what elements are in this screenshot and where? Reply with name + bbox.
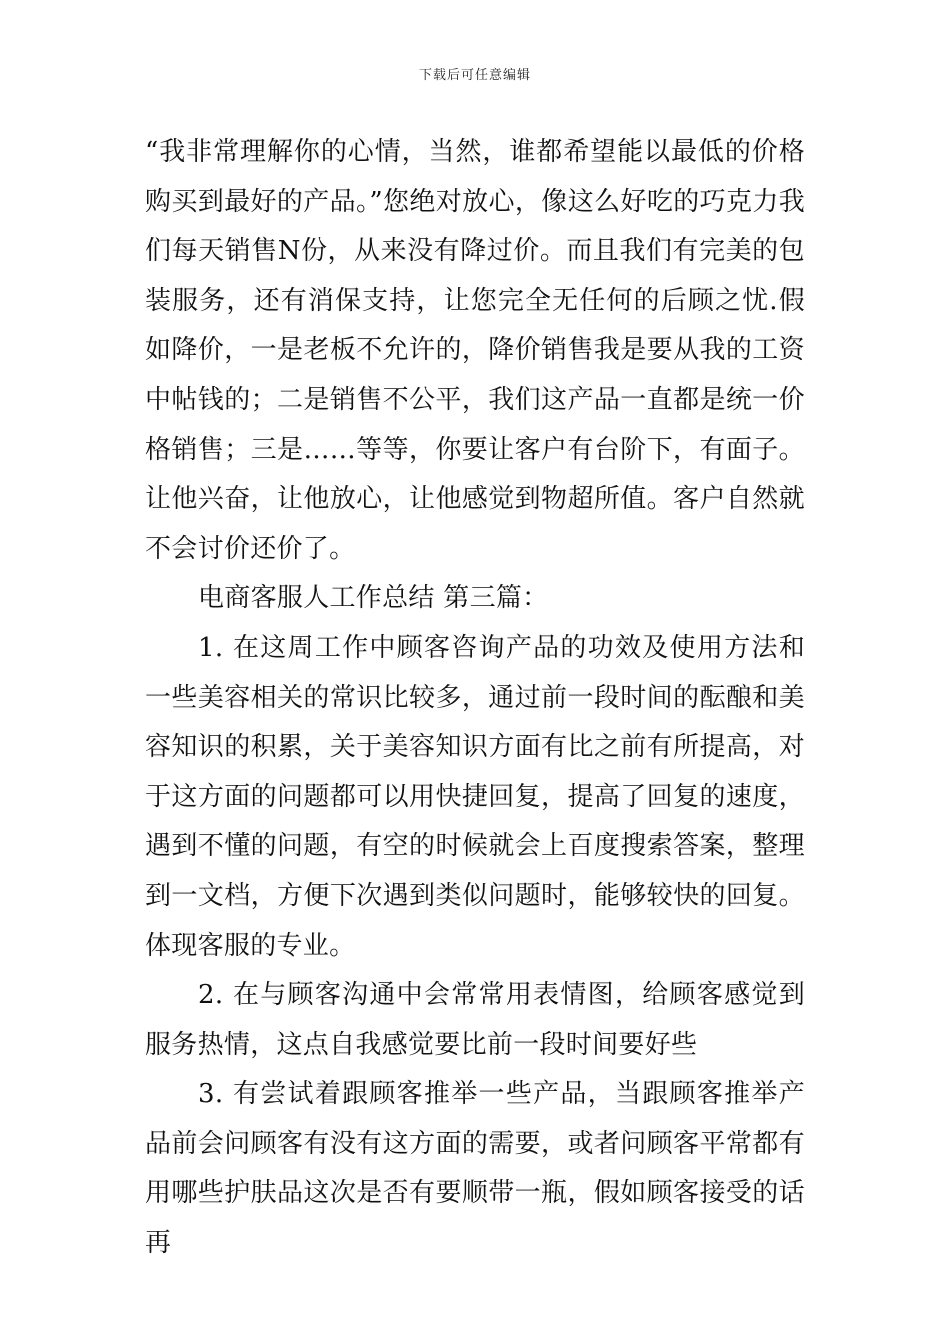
- page-header-note: 下载后可任意编辑: [418, 68, 531, 83]
- document-body: [145, 128, 805, 1269]
- paragraph-price-objection: “我非常理解你的心情，当然，谁都希望能以最低的价格购买到最好的产品。”您绝对放心，像这么好吃的巧克力我们每天销售N份，从来没有降过价。而且我们有完美的包装服务，还有消保支持，让您完全无任何的后顾之忧.假如降价，一是老板不允许的，降价销售我是要从我的工资中帖钱的；二是销售不公平，我们这产品一直都是统一价格销售；三是……等等，你要让客户有台阶下，有面子。让他兴奋，让他放心，让他感觉到物超所值。客户自然就不会讨价还价了。: [145, 137, 805, 564]
- paragraph-item-2: 2. 在与顾客沟通中会常常用表情图，给顾客感觉到服务热情，这点自我感觉要比前一段时间要好些: [145, 980, 805, 1060]
- paragraph-item-1: 1. 在这周工作中顾客咨询产品的功效及使用方法和一些美容相关的常识比较多，通过前一段时间的酝酿和美容知识的积累，关于美容知识方面有比之前有所提高，对于这方面的问题都可以用快捷回复，提高了回复的速度，遇到不懂的问题，有空的时候就会上百度搜索答案，整理到一文档，方便下次遇到类似问题时，能够较快的回复。体现客服的专业。: [145, 632, 805, 961]
- section-heading: 电商客服人工作总结 第三篇：: [198, 583, 549, 614]
- paragraph-item-3: 3. 有尝试着跟顾客推举一些产品，当跟顾客推举产品前会问顾客有没有这方面的需要，或者问顾客平常都有用哪些护肤品这次是否有要顺带一瓶，假如顾客接受的话再: [145, 1079, 805, 1259]
